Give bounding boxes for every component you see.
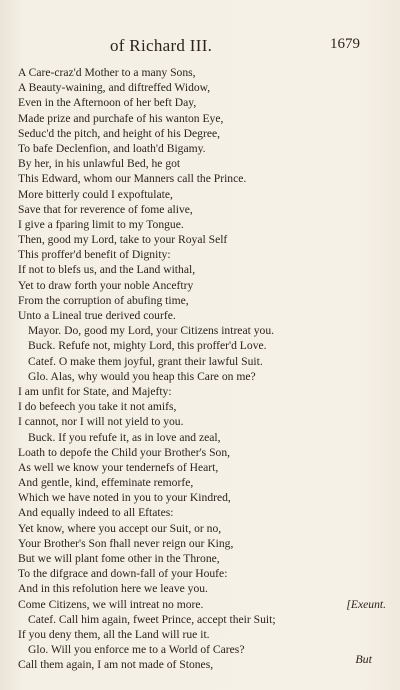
text-line: As well we know your tendernefs of Heart, [18, 460, 219, 474]
text-line: Made prize and purchafe of his wanton Eye, [18, 111, 224, 125]
text-line: Catef. Call him again, fweet Prince, accept their Suit; [28, 612, 276, 626]
text-line: Which we have noted in you to your Kindred, [18, 491, 231, 505]
text-line: Save that for reverence of fome alive, [18, 202, 193, 216]
text-line: If not to blefs us, and the Land withal, [18, 263, 196, 277]
text-line: Your Brother's Son fhall never reign our King, [18, 536, 234, 550]
text-line: Yet know, where you accept our Suit, or no, [18, 521, 222, 535]
text-line: If you deny them, all the Land will rue it. [18, 627, 210, 641]
text-line: Catef. O make them joyful, grant their lawful Suit. [28, 354, 263, 368]
text-line: But we will plant fome other in the Throne, [18, 552, 220, 565]
text-line: Even in the Afternoon of her beft Day, [18, 96, 197, 110]
text-line [18, 597, 390, 612]
text-line: Unto a Lineal true derived courfe. [18, 309, 176, 322]
catchword: But [355, 652, 372, 666]
text-line: Glo. Alas, why would you heap this Care on me? [28, 369, 256, 383]
text-line: A Care-craz'd Mother to a many Sons, [18, 66, 196, 79]
text-line: More bitterly could I expoftulate, [18, 187, 173, 201]
text-line: I am unfit for State, and Majefty: [18, 384, 172, 398]
page-header [0, 36, 400, 60]
text-line: Buck. Refufe not, mighty Lord, this proffer'd Love. [28, 339, 267, 353]
text-line: I give a fparing limit to my Tongue. [18, 217, 184, 231]
running-title: of Richard III. [110, 36, 213, 55]
text-line: And gentle, kind, effeminate remorfe, [18, 476, 194, 490]
text-line: Glo. Will you enforce me to a World of Cares? [28, 643, 245, 657]
stage-direction: [Exeunt. [346, 597, 386, 611]
text-line-content: Come Citizens, we will intreat no more. [18, 597, 204, 611]
text-line: I do befeech you take it not amifs, [18, 400, 177, 414]
text-line: And equally indeed to all Eftates: [18, 506, 174, 520]
text-line: Seduc'd the pitch, and height of his Degree, [18, 126, 221, 140]
text-line: This proffer'd benefit of Dignity: [18, 248, 171, 262]
text-line: Yet to draw forth your noble Anceftry [18, 278, 194, 292]
text-line: Loath to depofe the Child your Brother's Son, [18, 445, 231, 459]
text-line: This Edward, whom our Manners call the Prince. [18, 172, 247, 186]
text-line: A Beauty-waining, and diftreffed Widow, [18, 81, 211, 95]
text-line: Call them again, I am not made of Stones, [18, 658, 214, 672]
text-line: To the difgrace and down-fall of your Houfe: [18, 567, 228, 581]
text-line: From the corruption of abufing time, [18, 293, 189, 307]
text-line: I cannot, nor I will not yield to you. [18, 415, 184, 429]
text-line: Mayor. Do, good my Lord, your Citizens intreat you. [28, 324, 275, 338]
play-text [18, 65, 390, 673]
text-line: And in this refolution here we leave you. [18, 582, 208, 596]
text-line: Then, good my Lord, take to your Royal Self [18, 233, 228, 247]
text-line: By her, in his unlawful Bed, he got [18, 157, 181, 171]
page-number: 1679 [330, 36, 360, 52]
text-line: To bafe Declenfion, and loath'd Bigamy. [18, 141, 206, 155]
text-line: Buck. If you refufe it, as in love and zeal, [28, 430, 221, 444]
